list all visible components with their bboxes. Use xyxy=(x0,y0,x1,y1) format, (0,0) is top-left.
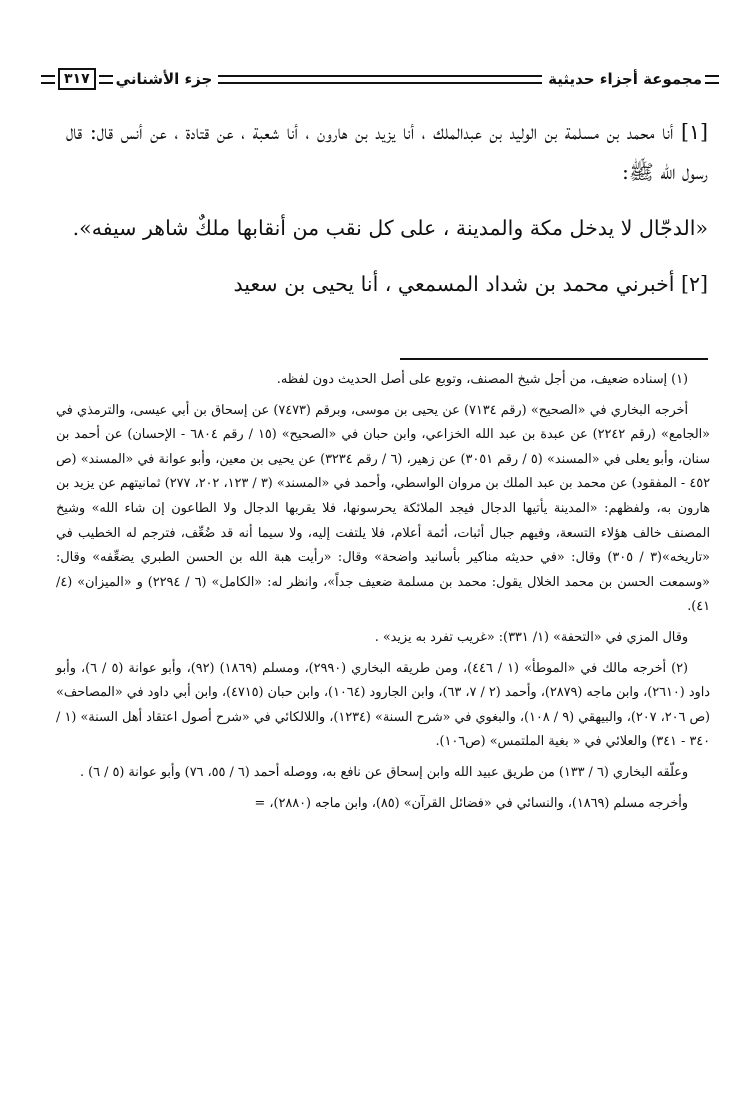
header-ornament xyxy=(705,75,719,84)
page-number: ٣١٧ xyxy=(58,68,96,90)
footnote-1-takhrij: أخرجه البخاري في «الصحيح» (رقم ٧١٣٤) عن يحيى بن موسى، وبرقم (٧٤٧٣) عن إسحاق بن أبي عيسى، والترمذي في «الجامع» (رقم ٢٢٤٢) عن عبدة بن عبد الله الخزاعي، وابن حبان في «الصحيح» (١٥ / رقم ٦٨٠٤ - الإحسان) عن أحمد بن سنان، وأبو يعلى في «المسند» (٥ / رقم ٣٠٥١) عن زهير، (٦ / رقم ٣٢٣٤) عن يحيى بن معين، وأبو عوانة في «المسند» (ص ٤٥٢ - المفقود) عن محمد بن عبد الملك بن مروان الواسطي، وأحمد في «المسند» (٣ / ١٢٣، ٢٠٢، ٢٧٧) ثمانيتهم عن يزيد بن هارون به، ولفظهم: «المدينة يأتيها الدجال فيجد الملائكة يحرسونها، فلا يقربها الدجال ولا الطاعون إن شاء الله» وشيخ المصنف خالف هؤلاء التسعة، وفيهم جبال أثبات، أئمة أعلام، فلا يلتفت إليه، ولا سيما أنه قد ضُعِّف، فترجم له الخطيب في «تاريخه»(٣ / ٣٠٥) وقال: «في حديثه مناكير بأسانيد واضحة» وقال: «رأيت هبة الله بن الحسن الطبري يضعِّفه» وقال: «وسمعت الحسن بن محمد الخلال يقول: محمد بن مسلمة ضعيف جداً»، وانظر له: «الكامل» (٦ / ٢٢٩٤) و «الميزان» (٤/ ٤١). xyxy=(56,402,711,615)
book-title: مجموعة أجزاء حديثية xyxy=(548,70,702,88)
header-ornament xyxy=(99,75,113,84)
header-ornament xyxy=(41,75,55,84)
footnote-1-mizzi: وقال المزي في «التحفة» (١/ ٣٣١): «غريب تفرد به يزيد» . xyxy=(374,629,688,645)
header-ornament xyxy=(218,75,542,84)
footnote-1: (١) إسناده ضعيف، من أجل شيخ المصنف، وتوبع على أصل الحديث دون لفظه. xyxy=(276,372,688,387)
hadith-1-chain: [١] أنا محمد بن مسلمة بن الوليد بن عبدالملك ، أنا يزيد بن هارون ، أنا شعبة ، عن قتادة ، عن أنس قال: قال رسول الله ﷺ: xyxy=(66,120,708,184)
hadith-2-chain: [٢] أخبرني محمد بن شداد المسمعي ، أنا يحيى بن سعيد xyxy=(233,272,708,296)
footnote-separator xyxy=(400,358,708,360)
footnote-2: (٢) أخرجه مالك في «الموطأ» (١ / ٤٤٦)، ومن طريقه البخاري (٢٩٩٠)، ومسلم (١٨٦٩) (٩٢)، وأبو عوانة (٥ / ٦)، وأبو داود (٢٦١٠)، وابن ماجه (٢٨٧٩)، وأحمد (٢ / ٧، ٦٣)، وابن الجارود (١٠٦٤)، وابن حبان (٤٧١٥)، وابن أبي داود في «المصاحف» (ص ٢٠٦، ٢٠٧)، والبيهقي (٩ / ١٠٨)، والبغوي في «شرح السنة» (١٢٣٤)، واللالكائي في «شرح أصول اعتقاد أهل السنة» (١ / ٣٤٠ - ٣٤١) والعلائي في « بغية الملتمس» (ص١٠٦). xyxy=(56,660,710,750)
hadith-1-text: «الدجّال لا يدخل مكة والمدينة ، على كل نقب من أنقابها ملكٌ شاهر سيفه». xyxy=(72,216,708,240)
main-text xyxy=(66,112,708,304)
footnote-2-bukhari: وعلّقه البخاري (٦ / ١٣٣) من طريق عبيد الله وابن إسحاق عن نافع به، ووصله أحمد (٦ / ٥٥، ٧٦) وأبو عوانة (٥ / ٦) . xyxy=(80,764,688,780)
footnotes xyxy=(56,368,710,822)
part-title: جزء الأشناني xyxy=(115,70,213,88)
footnote-2-muslim: وأخرجه مسلم (١٨٦٩)، والنسائي في «فضائل القرآن» (٨٥)، وابن ماجه (٢٨٨٠)، = xyxy=(254,795,688,811)
running-header xyxy=(38,66,722,92)
